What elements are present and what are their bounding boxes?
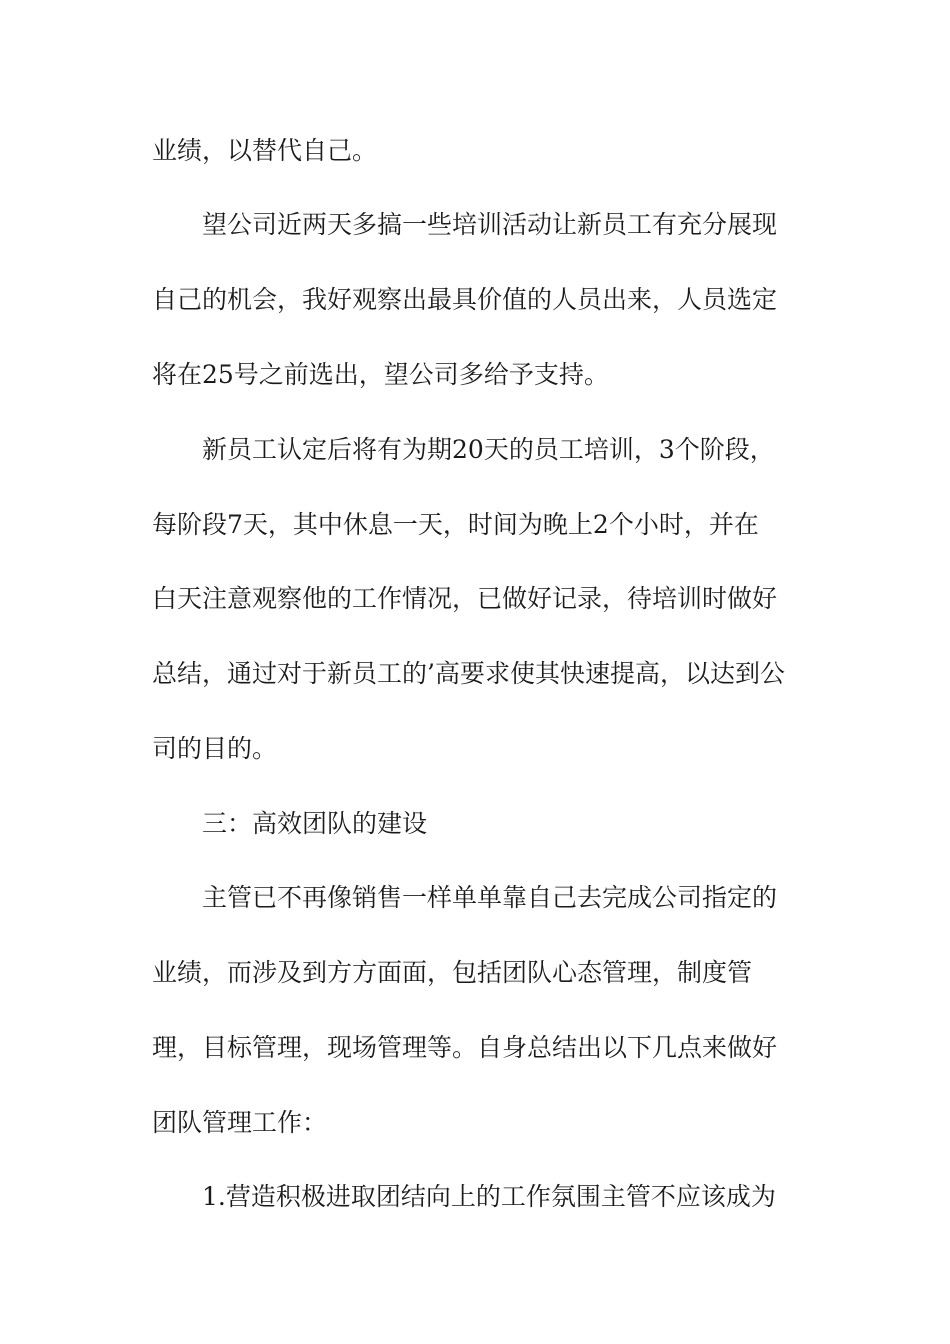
text-line: 业绩，而涉及到方方面面，包括团队心态管理，制度管 xyxy=(152,958,753,987)
text-line: 理，目标管理，现场管理等。自身总结出以下几点来做好 xyxy=(152,1033,778,1062)
text-line: 将在25号之前选出，望公司多给予支持。 xyxy=(152,360,609,389)
paragraph-first-line: 新员工认定后将有为期20天的员工培训，3个阶段， xyxy=(202,435,775,464)
text-line: 司的目的。 xyxy=(152,734,278,763)
text-line: 业绩，以替代自己。 xyxy=(152,136,378,165)
text-line: 总结，通过对于新员工的’高要求使其快速提高，以达到公 xyxy=(152,659,785,688)
section-heading: 三：高效团队的建设 xyxy=(202,809,428,838)
list-item-1: 1.营造积极进取团结向上的工作氛围主管不应该成为 xyxy=(202,1182,776,1211)
text-line: 白天注意观察他的工作情况，已做好记录，待培训时做好 xyxy=(152,584,778,613)
paragraph-first-line: 主管已不再像销售一样单单靠自己去完成公司指定的 xyxy=(202,883,778,912)
text-line: 自己的机会，我好观察出最具价值的人员出来，人员选定 xyxy=(152,285,778,314)
text-line: 每阶段7天，其中休息一天，时间为晚上2个小时，并在 xyxy=(152,510,759,539)
paragraph-first-line: 望公司近两天多搞一些培训活动让新员工有充分展现 xyxy=(202,210,778,239)
text-line: 团队管理工作： xyxy=(152,1108,328,1137)
